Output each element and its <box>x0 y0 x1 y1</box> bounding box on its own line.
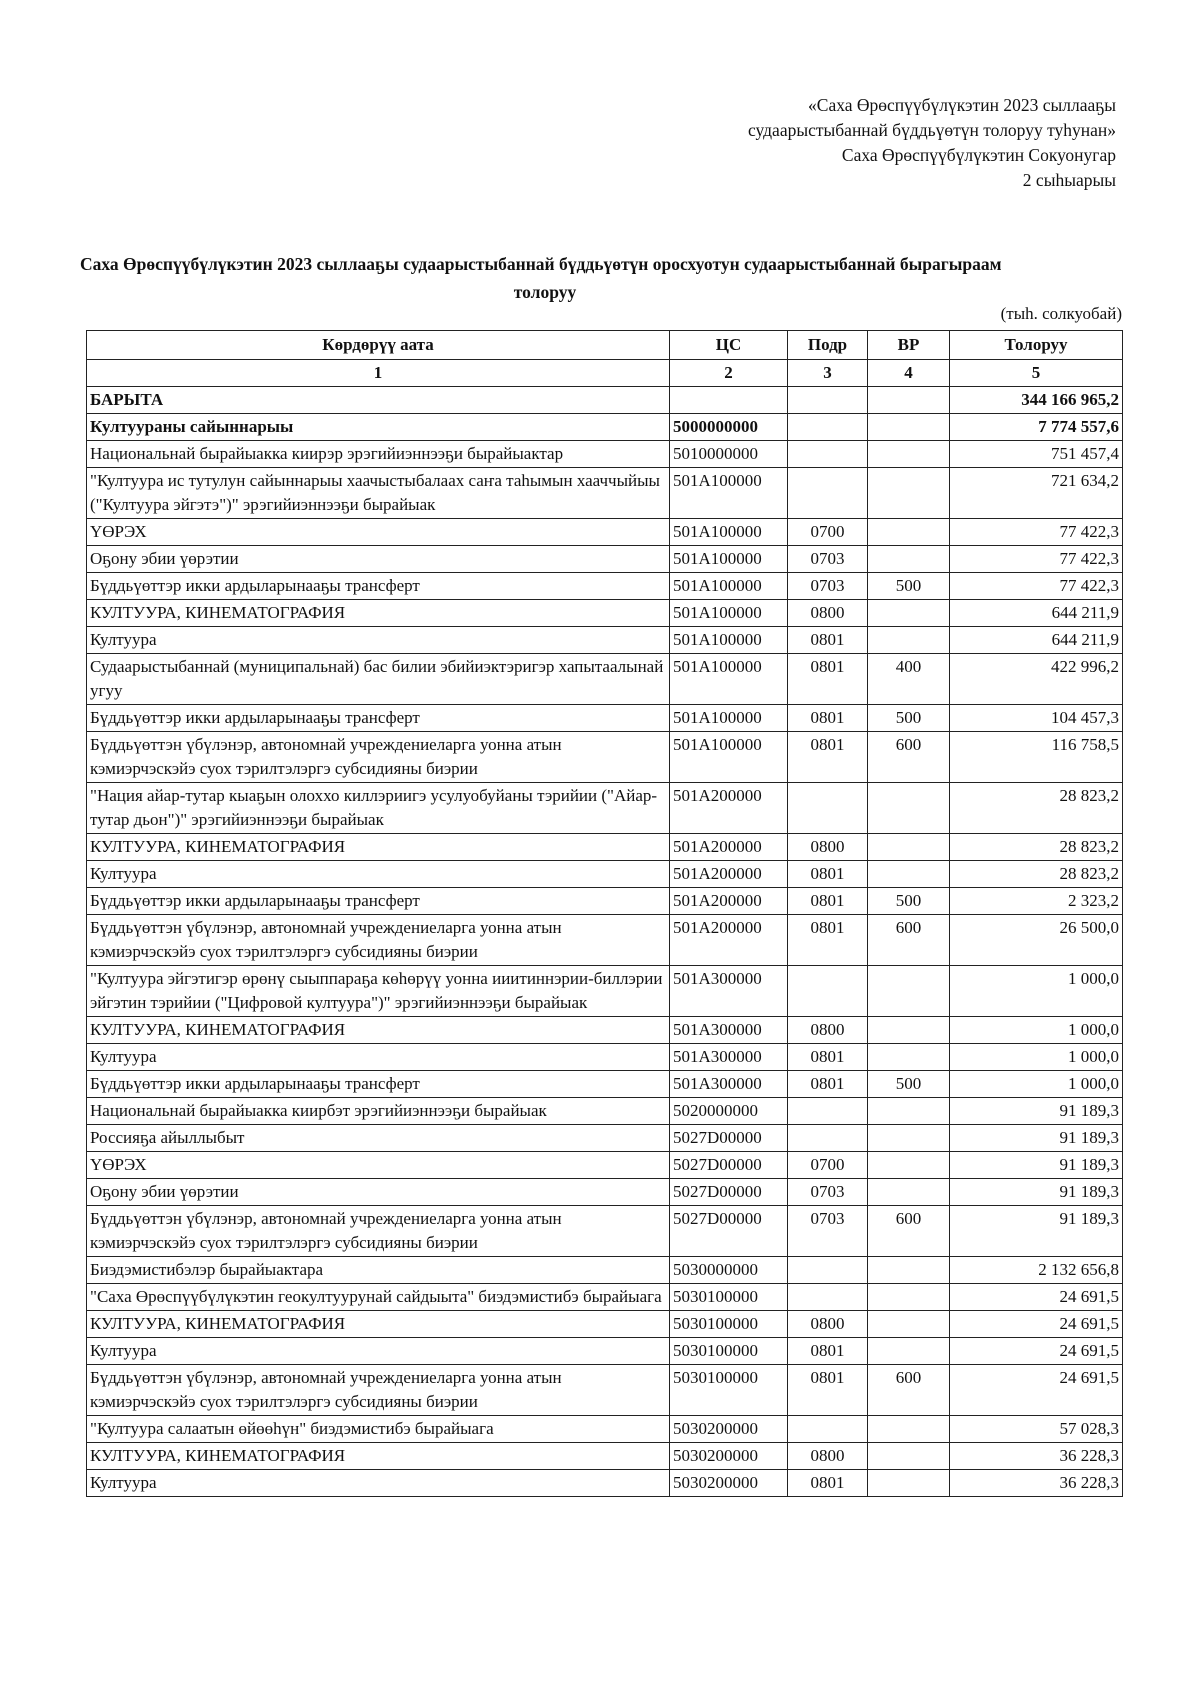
table-row <box>87 546 1123 573</box>
header-number: 2 <box>670 360 788 387</box>
cell-name: КУЛТУУРА, КИНЕМАТОГРАФИЯ <box>87 1311 670 1338</box>
cell-podr: 0801 <box>788 1044 868 1071</box>
cell-vr <box>868 1416 950 1443</box>
table-row <box>87 1338 1123 1365</box>
cell-name: Култуура <box>87 1044 670 1071</box>
cell-cs: 5027D00000 <box>670 1125 788 1152</box>
cell-podr: 0703 <box>788 1206 868 1257</box>
cell-vr <box>868 1098 950 1125</box>
cell-vr <box>868 1125 950 1152</box>
cell-sum: 91 189,3 <box>950 1152 1123 1179</box>
table-row <box>87 1365 1123 1416</box>
cell-name: Оҕону эбии үөрэтии <box>87 1179 670 1206</box>
cell-podr: 0800 <box>788 1017 868 1044</box>
table-row <box>87 573 1123 600</box>
cell-cs: 5030200000 <box>670 1470 788 1497</box>
cell-podr <box>788 1416 868 1443</box>
table-row <box>87 627 1123 654</box>
cell-sum: 91 189,3 <box>950 1125 1123 1152</box>
table-row <box>87 888 1123 915</box>
cell-sum: 24 691,5 <box>950 1338 1123 1365</box>
cell-podr: 0800 <box>788 1443 868 1470</box>
cell-vr <box>868 783 950 834</box>
cell-sum: 36 228,3 <box>950 1470 1123 1497</box>
cell-sum: 104 457,3 <box>950 705 1123 732</box>
cell-vr <box>868 441 950 468</box>
cell-name: Култуураны сайыннарыы <box>87 414 670 441</box>
cell-podr <box>788 1125 868 1152</box>
cell-cs: 5030100000 <box>670 1284 788 1311</box>
cell-vr <box>868 600 950 627</box>
cell-name: Оҕону эбии үөрэтии <box>87 546 670 573</box>
header-number: 5 <box>950 360 1123 387</box>
cell-name: Бүддьүөттэр икки ардыларынааҕы трансферт <box>87 573 670 600</box>
cell-cs: 501А200000 <box>670 834 788 861</box>
cell-cs: 501А200000 <box>670 861 788 888</box>
cell-vr <box>868 519 950 546</box>
cell-podr: 0801 <box>788 1470 868 1497</box>
cell-podr <box>788 966 868 1017</box>
cell-podr: 0801 <box>788 654 868 705</box>
cell-name: Бүддьүөттэр икки ардыларынааҕы трансферт <box>87 1071 670 1098</box>
cell-vr <box>868 1257 950 1284</box>
cell-podr <box>788 1098 868 1125</box>
cell-vr: 500 <box>868 888 950 915</box>
table-row <box>87 915 1123 966</box>
cell-name: "Саха Өрөспүүбүлүкэтин геокултуурунай сайдыыта" биэдэмистибэ бырайыага <box>87 1284 670 1311</box>
table-row <box>87 1470 1123 1497</box>
cell-vr <box>868 1284 950 1311</box>
annex-line: судаарыстыбаннай бүддьүөтүн толоруу туһунан» <box>747 120 1116 140</box>
cell-sum: 28 823,2 <box>950 783 1123 834</box>
cell-cs: 501А300000 <box>670 966 788 1017</box>
cell-vr: 500 <box>868 1071 950 1098</box>
cell-sum: 721 634,2 <box>950 468 1123 519</box>
cell-vr <box>868 861 950 888</box>
cell-vr: 500 <box>868 573 950 600</box>
cell-name: Национальнай бырайыакка киирэр эрэгийиэннээҕи бырайыактар <box>87 441 670 468</box>
cell-name: "Култуура салаатын өйөөһүн" биэдэмистибэ бырайыага <box>87 1416 670 1443</box>
cell-vr <box>868 1338 950 1365</box>
cell-sum: 644 211,9 <box>950 600 1123 627</box>
cell-name: ҮӨРЭХ <box>87 519 670 546</box>
cell-name: "Култуура эйгэтигэр өрөнү сыыппараҕа көһөрүү уонна ииитиннэрии-биллэрии эйгэтин тэрийии ("Цифровой култуура")" эрэгийиэннээҕи бырайыак <box>87 966 670 1017</box>
table-row <box>87 468 1123 519</box>
cell-cs: 501А100000 <box>670 705 788 732</box>
table-row <box>87 414 1123 441</box>
cell-cs: 5000000000 <box>670 414 788 441</box>
cell-sum: 28 823,2 <box>950 861 1123 888</box>
cell-sum: 77 422,3 <box>950 519 1123 546</box>
annex-line: «Саха Өрөспүүбүлүкэтин 2023 сыллааҕы <box>808 95 1116 115</box>
cell-sum: 91 189,3 <box>950 1206 1123 1257</box>
cell-podr: 0801 <box>788 915 868 966</box>
cell-cs: 501А100000 <box>670 519 788 546</box>
table-row <box>87 705 1123 732</box>
cell-sum: 1 000,0 <box>950 1017 1123 1044</box>
cell-sum: 1 000,0 <box>950 1071 1123 1098</box>
cell-vr <box>868 546 950 573</box>
table-row <box>87 1071 1123 1098</box>
units-label: (тыһ. солкуобай) <box>1000 304 1122 323</box>
cell-sum: 36 228,3 <box>950 1443 1123 1470</box>
cell-vr: 600 <box>868 732 950 783</box>
cell-cs: 5027D00000 <box>670 1179 788 1206</box>
table-row <box>87 1098 1123 1125</box>
table-row <box>87 519 1123 546</box>
cell-vr <box>868 1017 950 1044</box>
cell-cs: 5030200000 <box>670 1443 788 1470</box>
cell-sum: 1 000,0 <box>950 1044 1123 1071</box>
cell-vr <box>868 834 950 861</box>
cell-sum: 77 422,3 <box>950 573 1123 600</box>
cell-sum: 26 500,0 <box>950 915 1123 966</box>
cell-podr: 0801 <box>788 888 868 915</box>
cell-name: Судаарыстыбаннай (муниципальнай) бас билии эбийиэктэригэр хапытаалынай угуу <box>87 654 670 705</box>
cell-podr: 0801 <box>788 732 868 783</box>
cell-cs: 5027D00000 <box>670 1152 788 1179</box>
cell-podr: 0703 <box>788 546 868 573</box>
table-row <box>87 600 1123 627</box>
cell-name: Бүддьүөттэр икки ардыларынааҕы трансферт <box>87 705 670 732</box>
table-row <box>87 966 1123 1017</box>
cell-vr <box>868 1311 950 1338</box>
cell-sum: 28 823,2 <box>950 834 1123 861</box>
cell-cs: 501А200000 <box>670 915 788 966</box>
cell-podr: 0800 <box>788 834 868 861</box>
cell-name: Култуура <box>87 861 670 888</box>
cell-name: Култуура <box>87 1470 670 1497</box>
cell-sum: 91 189,3 <box>950 1179 1123 1206</box>
table-row <box>87 1284 1123 1311</box>
cell-vr <box>868 1179 950 1206</box>
cell-cs: 501А100000 <box>670 732 788 783</box>
table-body <box>87 387 1123 1497</box>
header-name: Көрдөрүү аата <box>87 331 670 360</box>
cell-name: Култуура <box>87 627 670 654</box>
cell-podr: 0801 <box>788 1365 868 1416</box>
title-line-2: толоруу <box>513 282 577 302</box>
table-row <box>87 654 1123 705</box>
cell-cs: 501А300000 <box>670 1017 788 1044</box>
cell-podr <box>788 1257 868 1284</box>
cell-cs: 501А100000 <box>670 600 788 627</box>
cell-cs: 5030100000 <box>670 1338 788 1365</box>
cell-sum: 7 774 557,6 <box>950 414 1123 441</box>
table-row <box>87 783 1123 834</box>
cell-cs: 501А100000 <box>670 573 788 600</box>
cell-vr <box>868 414 950 441</box>
cell-name: БАРЫТА <box>87 387 670 414</box>
cell-name: "Култуура ис тутулун сайыннарыы хаачыстыбалаах саҥа таһымын хааччыйыы ("Култуура эйгэтэ")" эрэгийиэннээҕи бырайыак <box>87 468 670 519</box>
cell-vr <box>868 1152 950 1179</box>
cell-cs: 501А100000 <box>670 546 788 573</box>
cell-sum: 2 132 656,8 <box>950 1257 1123 1284</box>
cell-sum: 644 211,9 <box>950 627 1123 654</box>
cell-vr <box>868 1443 950 1470</box>
table-row <box>87 1152 1123 1179</box>
cell-cs <box>670 387 788 414</box>
cell-sum: 24 691,5 <box>950 1284 1123 1311</box>
cell-cs: 501А300000 <box>670 1044 788 1071</box>
cell-vr <box>868 627 950 654</box>
cell-podr <box>788 1284 868 1311</box>
cell-cs: 501А200000 <box>670 783 788 834</box>
cell-cs: 5030100000 <box>670 1311 788 1338</box>
cell-vr <box>868 387 950 414</box>
cell-cs: 5020000000 <box>670 1098 788 1125</box>
header-number: 4 <box>868 360 950 387</box>
cell-podr <box>788 441 868 468</box>
cell-podr: 0801 <box>788 627 868 654</box>
cell-sum: 91 189,3 <box>950 1098 1123 1125</box>
table-row <box>87 1311 1123 1338</box>
header-number: 1 <box>87 360 670 387</box>
cell-name: КУЛТУУРА, КИНЕМАТОГРАФИЯ <box>87 834 670 861</box>
cell-podr: 0801 <box>788 1071 868 1098</box>
cell-name: Бүддьүөттэр икки ардыларынааҕы трансферт <box>87 888 670 915</box>
cell-vr: 400 <box>868 654 950 705</box>
header-vr: ВР <box>868 331 950 360</box>
cell-vr <box>868 1044 950 1071</box>
cell-sum: 24 691,5 <box>950 1311 1123 1338</box>
cell-sum: 77 422,3 <box>950 546 1123 573</box>
cell-vr <box>868 468 950 519</box>
table-row <box>87 1416 1123 1443</box>
header-sum: Толоруу <box>950 331 1123 360</box>
cell-name: КУЛТУУРА, КИНЕМАТОГРАФИЯ <box>87 1017 670 1044</box>
annex-reference <box>748 93 1116 193</box>
cell-cs: 5010000000 <box>670 441 788 468</box>
cell-sum: 344 166 965,2 <box>950 387 1123 414</box>
title-line-1: Саха Өрөспүүбүлүкэтин 2023 сыллааҕы судаарыстыбаннай бүддьүөтүн оросхуотун судаарыстыбаннай бырагыраам <box>80 254 1002 274</box>
cell-name: Россияҕа айыллыбыт <box>87 1125 670 1152</box>
cell-podr: 0801 <box>788 1338 868 1365</box>
annex-number: 2 сыһыарыы <box>1022 170 1116 190</box>
cell-podr: 0703 <box>788 1179 868 1206</box>
cell-cs: 501А100000 <box>670 654 788 705</box>
cell-vr: 600 <box>868 1365 950 1416</box>
cell-vr <box>868 1470 950 1497</box>
cell-name: ҮӨРЭХ <box>87 1152 670 1179</box>
cell-cs: 5030000000 <box>670 1257 788 1284</box>
cell-cs: 5027D00000 <box>670 1206 788 1257</box>
table-row <box>87 1179 1123 1206</box>
cell-podr: 0700 <box>788 519 868 546</box>
cell-cs: 501А300000 <box>670 1071 788 1098</box>
header-number: 3 <box>788 360 868 387</box>
table-row <box>87 1206 1123 1257</box>
cell-name: Бүддьүөттэн үбүлэнэр, автономнай учреждениеларга уонна атын кэмиэрчэскэйэ суох тэрилтэлэргэ субсидияны биэрии <box>87 1365 670 1416</box>
cell-podr <box>788 414 868 441</box>
cell-name: "Нация айар-тутар кыаҕын олоххо киллэриигэ усулуобуйаны тэрийии ("Айар-тутар дьон")" эрэгийиэннээҕи бырайыак <box>87 783 670 834</box>
cell-name: КУЛТУУРА, КИНЕМАТОГРАФИЯ <box>87 1443 670 1470</box>
cell-sum: 24 691,5 <box>950 1365 1123 1416</box>
cell-sum: 751 457,4 <box>950 441 1123 468</box>
header-cs: ЦС <box>670 331 788 360</box>
cell-vr: 600 <box>868 915 950 966</box>
cell-sum: 57 028,3 <box>950 1416 1123 1443</box>
cell-cs: 5030100000 <box>670 1365 788 1416</box>
cell-podr: 0801 <box>788 861 868 888</box>
table-row <box>87 1257 1123 1284</box>
cell-name: КУЛТУУРА, КИНЕМАТОГРАФИЯ <box>87 600 670 627</box>
cell-name: Биэдэмистибэлэр бырайыактара <box>87 1257 670 1284</box>
cell-name: Бүддьүөттэн үбүлэнэр, автономнай учреждениеларга уонна атын кэмиэрчэскэйэ суох тэрилтэлэргэ субсидияны биэрии <box>87 1206 670 1257</box>
cell-podr: 0703 <box>788 573 868 600</box>
cell-podr <box>788 783 868 834</box>
table-row <box>87 834 1123 861</box>
table-row <box>87 1017 1123 1044</box>
cell-podr: 0700 <box>788 1152 868 1179</box>
document-title <box>80 250 1120 306</box>
cell-cs: 501А100000 <box>670 627 788 654</box>
cell-sum: 116 758,5 <box>950 732 1123 783</box>
cell-cs: 501А200000 <box>670 888 788 915</box>
header-row <box>87 331 1123 360</box>
cell-vr: 600 <box>868 1206 950 1257</box>
cell-podr <box>788 387 868 414</box>
table-row <box>87 732 1123 783</box>
cell-name: Национальнай бырайыакка киирбэт эрэгийиэннээҕи бырайыак <box>87 1098 670 1125</box>
cell-podr: 0801 <box>788 705 868 732</box>
cell-podr <box>788 468 868 519</box>
cell-sum: 2 323,2 <box>950 888 1123 915</box>
table-row <box>87 861 1123 888</box>
header-number-row <box>87 360 1123 387</box>
cell-name: Бүддьүөттэн үбүлэнэр, автономнай учреждениеларга уонна атын кэмиэрчэскэйэ суох тэрилтэлэргэ субсидияны биэрии <box>87 915 670 966</box>
table-row <box>87 1443 1123 1470</box>
header-podr: Подр <box>788 331 868 360</box>
cell-sum: 422 996,2 <box>950 654 1123 705</box>
annex-line: Саха Өрөспүүбүлүкэтин Сокуонугар <box>841 145 1116 165</box>
cell-name: Бүддьүөттэн үбүлэнэр, автономнай учреждениеларга уонна атын кэмиэрчэскэйэ суох тэрилтэлэргэ субсидияны биэрии <box>87 732 670 783</box>
table-row <box>87 441 1123 468</box>
table-row <box>87 387 1123 414</box>
table-row <box>87 1125 1123 1152</box>
cell-vr: 500 <box>868 705 950 732</box>
budget-table <box>86 330 1123 1497</box>
cell-cs: 5030200000 <box>670 1416 788 1443</box>
cell-podr: 0800 <box>788 1311 868 1338</box>
cell-vr <box>868 966 950 1017</box>
table-row <box>87 1044 1123 1071</box>
cell-podr: 0800 <box>788 600 868 627</box>
cell-name: Култуура <box>87 1338 670 1365</box>
cell-cs: 501А100000 <box>670 468 788 519</box>
cell-sum: 1 000,0 <box>950 966 1123 1017</box>
